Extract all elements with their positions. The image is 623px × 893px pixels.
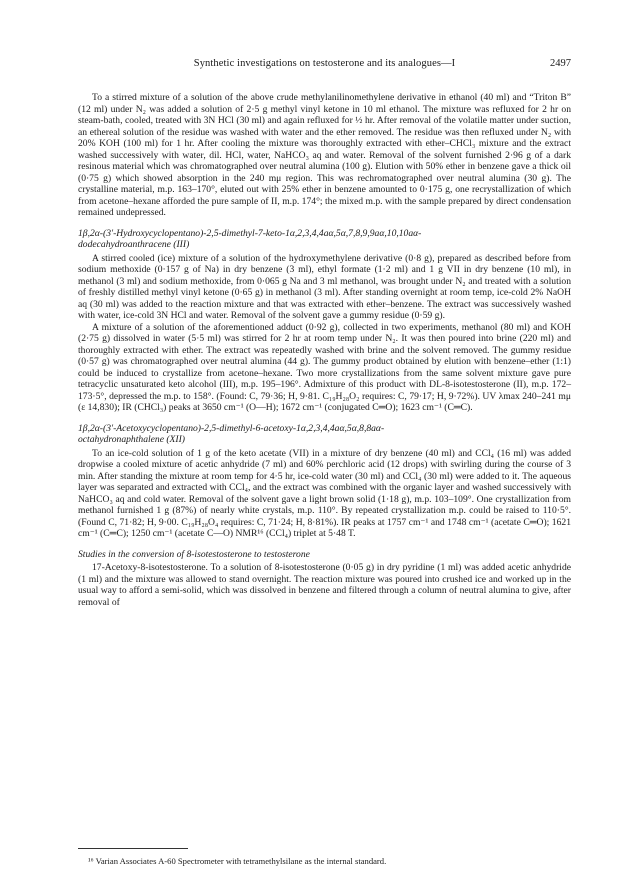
page-header [78,58,571,74]
article-body [78,92,571,608]
compound-heading-xii-line1: 1β,2α-(3′-Acetoxycyclopentano)-2,5-dimethyl-6-acetoxy-1α,2,3,4,4aα,5α,8,8aα- [78,422,385,434]
running-title: Synthetic investigations on testosterone and its analogues—I [193,58,456,69]
footnote: ¹⁶ Varian Associates A-60 Spectrometer with tetramethylsilane as the internal standard. [88,856,387,866]
paragraph-hydroxymethylene: A stirred cooled (ice) mixture of a solution of the hydroxymethylene derivative (0·8 g), prepared as described before from sodium methoxide (0·157 g of Na) in dry benzene (3 ml), ethyl formate (1·2 ml) and 1 g VII in dry benzene (10 ml), in methanol (3 ml) and sodium methoxide, from 0·065 g Na and 3 ml methanol, was brought under N₂ and treated with a solution of freshly distilled methyl vinyl ketone (0·65 g) in methanol (3 ml). After standing overnight at room temp, ice-cold 2% NaOH aq (30 ml) was added to the reaction mixture and that was extracted with ether–benzene. The extract was successively washed with water, ice-cold 3N HCl and water. Removal of the solvent gave a gummy residue (0·59 g). [78,252,571,321]
paragraph-keto-acetate: To an ice-cold solution of 1 g of the keto acetate (VII) in a mixture of dry benzene (40 ml) and CCl₄ (16 ml) was added dropwise a cooled mixture of acetic anhydride (7 ml) and 60% perchloric acid (12 drops) with swirling during the course of 3 min. After standing the mixture at room temp for 4·5 hr, ice-cold water (30 ml) and CCl₄ (30 ml) were added to it. The aqueous layer was separated and extracted with CCl₄, and the extract was combined with the organic layer and washed successively with NaHCO₃ aq and cold water. Removal of the solvent gave a light brown solid (1·18 g), m.p. 103–109°. One crystallization from methanol furnished 1 g (87%) of nearly white crystals, m.p. 110°. By repeated crystallization m.p. could be raised to 110·5°. (Found C, 71·82; H, 9·00. C₁₉H₂₈O₄ requires: C, 71·24; H, 8·81%). IR peaks at 1757 cm⁻¹ and 1748 cm⁻¹ (acetate C═O); 1621 cm⁻¹ (C═C); 1250 cm⁻¹ (acetate C—O) NMR¹⁶ (CCl₄) triplet at 5·48 T. [78,447,571,539]
paragraph-adduct-cyclization: A mixture of a solution of the aforementioned adduct (0·92 g), collected in two experiments, methanol (80 ml) and KOH (2·75 g) dissolved in water (5·5 ml) was stirred for 2 hr at room temp under N₂. It was then poured into brine (220 ml) and thoroughly extracted with ether. The extract was repeatedly washed with brine and the solvent removed. The gummy residue (0·57 g) was chromatographed over neutral alumina (44 g). The gummy product obtained by elution with benzene–ether (1:1) could be induced to crystallize from acetone–hexane. Two more crystallizations from the same solvent mixture gave pure tetracyclic unsaturated keto alcohol (III), m.p. 195–196°. Admixture of this product with DL-8-isotestosterone (II), m.p. 172–173·5°, depressed the m.p. to 158°. (Found: C, 79·36; H, 9·81. C₁₉H₂₈O₂ requires: C, 79·17; H, 9·72%). UV λmax 240–241 mμ (ε 14,830); IR (CHCl₃) peaks at 3650 cm⁻¹ (O—H); 1672 cm⁻¹ (conjugated C═O); 1623 cm⁻¹ (C═C). [78,321,571,413]
paragraph-acetoxy-isotestosterone: 17-Acetoxy-8-isotestosterone. To a solution of 8-isotestosterone (0·05 g) in dry pyridine (1 ml) was added acetic anhydride (1 ml) and the mixture was allowed to stand overnight. The reaction mixture was poured into crushed ice and worked up in the usual way to afford a semi-solid, which was dissolved in benzene and filtered through a column of neutral alumina to give, after removal of [78,562,571,608]
compound-heading-xii-line2: octahydronaphthalene (XII) [78,434,186,445]
compound-heading-xii [78,423,571,446]
compound-heading-iii [78,228,571,251]
section-heading-conversion: Studies in the conversion of 8-isotestosterone to testosterone [78,548,310,560]
paragraph-methylanilinomethylene: To a stirred mixture of a solution of the above crude methylanilinomethylene derivative in ethanol (40 ml) and “Triton B” (12 ml) under N₂ was added a solution of 2·5 g methyl vinyl ketone in 10 ml ethanol. The mixture was refluxed for 2 hr on steam-bath, cooled, treated with 3N HCl (30 ml) and again refluxed for ½ hr. After removal of the volatile matter under suction, an ethereal solution of the residue was washed with water and the ether removed. The residue was then refluxed under N₂ with 20% KOH (100 ml) for 1 hr. After cooling the mixture was thoroughly extracted with ether–CHCl₃ mixture and the extract washed successively with water, dil. HCl, water, NaHCO₃ aq and water. Removal of the solvent furnished 2·96 g of a dark resinous material which was chromatographed over neutral alumina (100 g). Elution with 50% ether in benzene gave a thick oil (0·75 g) which showed absorption in the 240 mμ region. This was rechromatographed over neutral alumina (30 g). The crystalline material, m.p. 163–170°, eluted out with 25% ether in benzene amounted to 0·175 g, one recrystallization of which from acetone–hexane afforded the pure sample of II, m.p. 174°; the mixed m.p. with the sample prepared by direct condensation remained undepressed. [78,92,571,218]
page-number: 2497 [550,58,571,69]
compound-heading-iii-line2: dodecahydroanthracene (III) [78,239,190,250]
compound-heading-iii-line1: 1β,2α-(3′-Hydroxycyclopentano)-2,5-dimethyl-7-keto-1α,2,3,4,4aα,5α,7,8,9,9aα,10,10aα- [78,227,422,239]
footnote-divider [78,848,188,849]
